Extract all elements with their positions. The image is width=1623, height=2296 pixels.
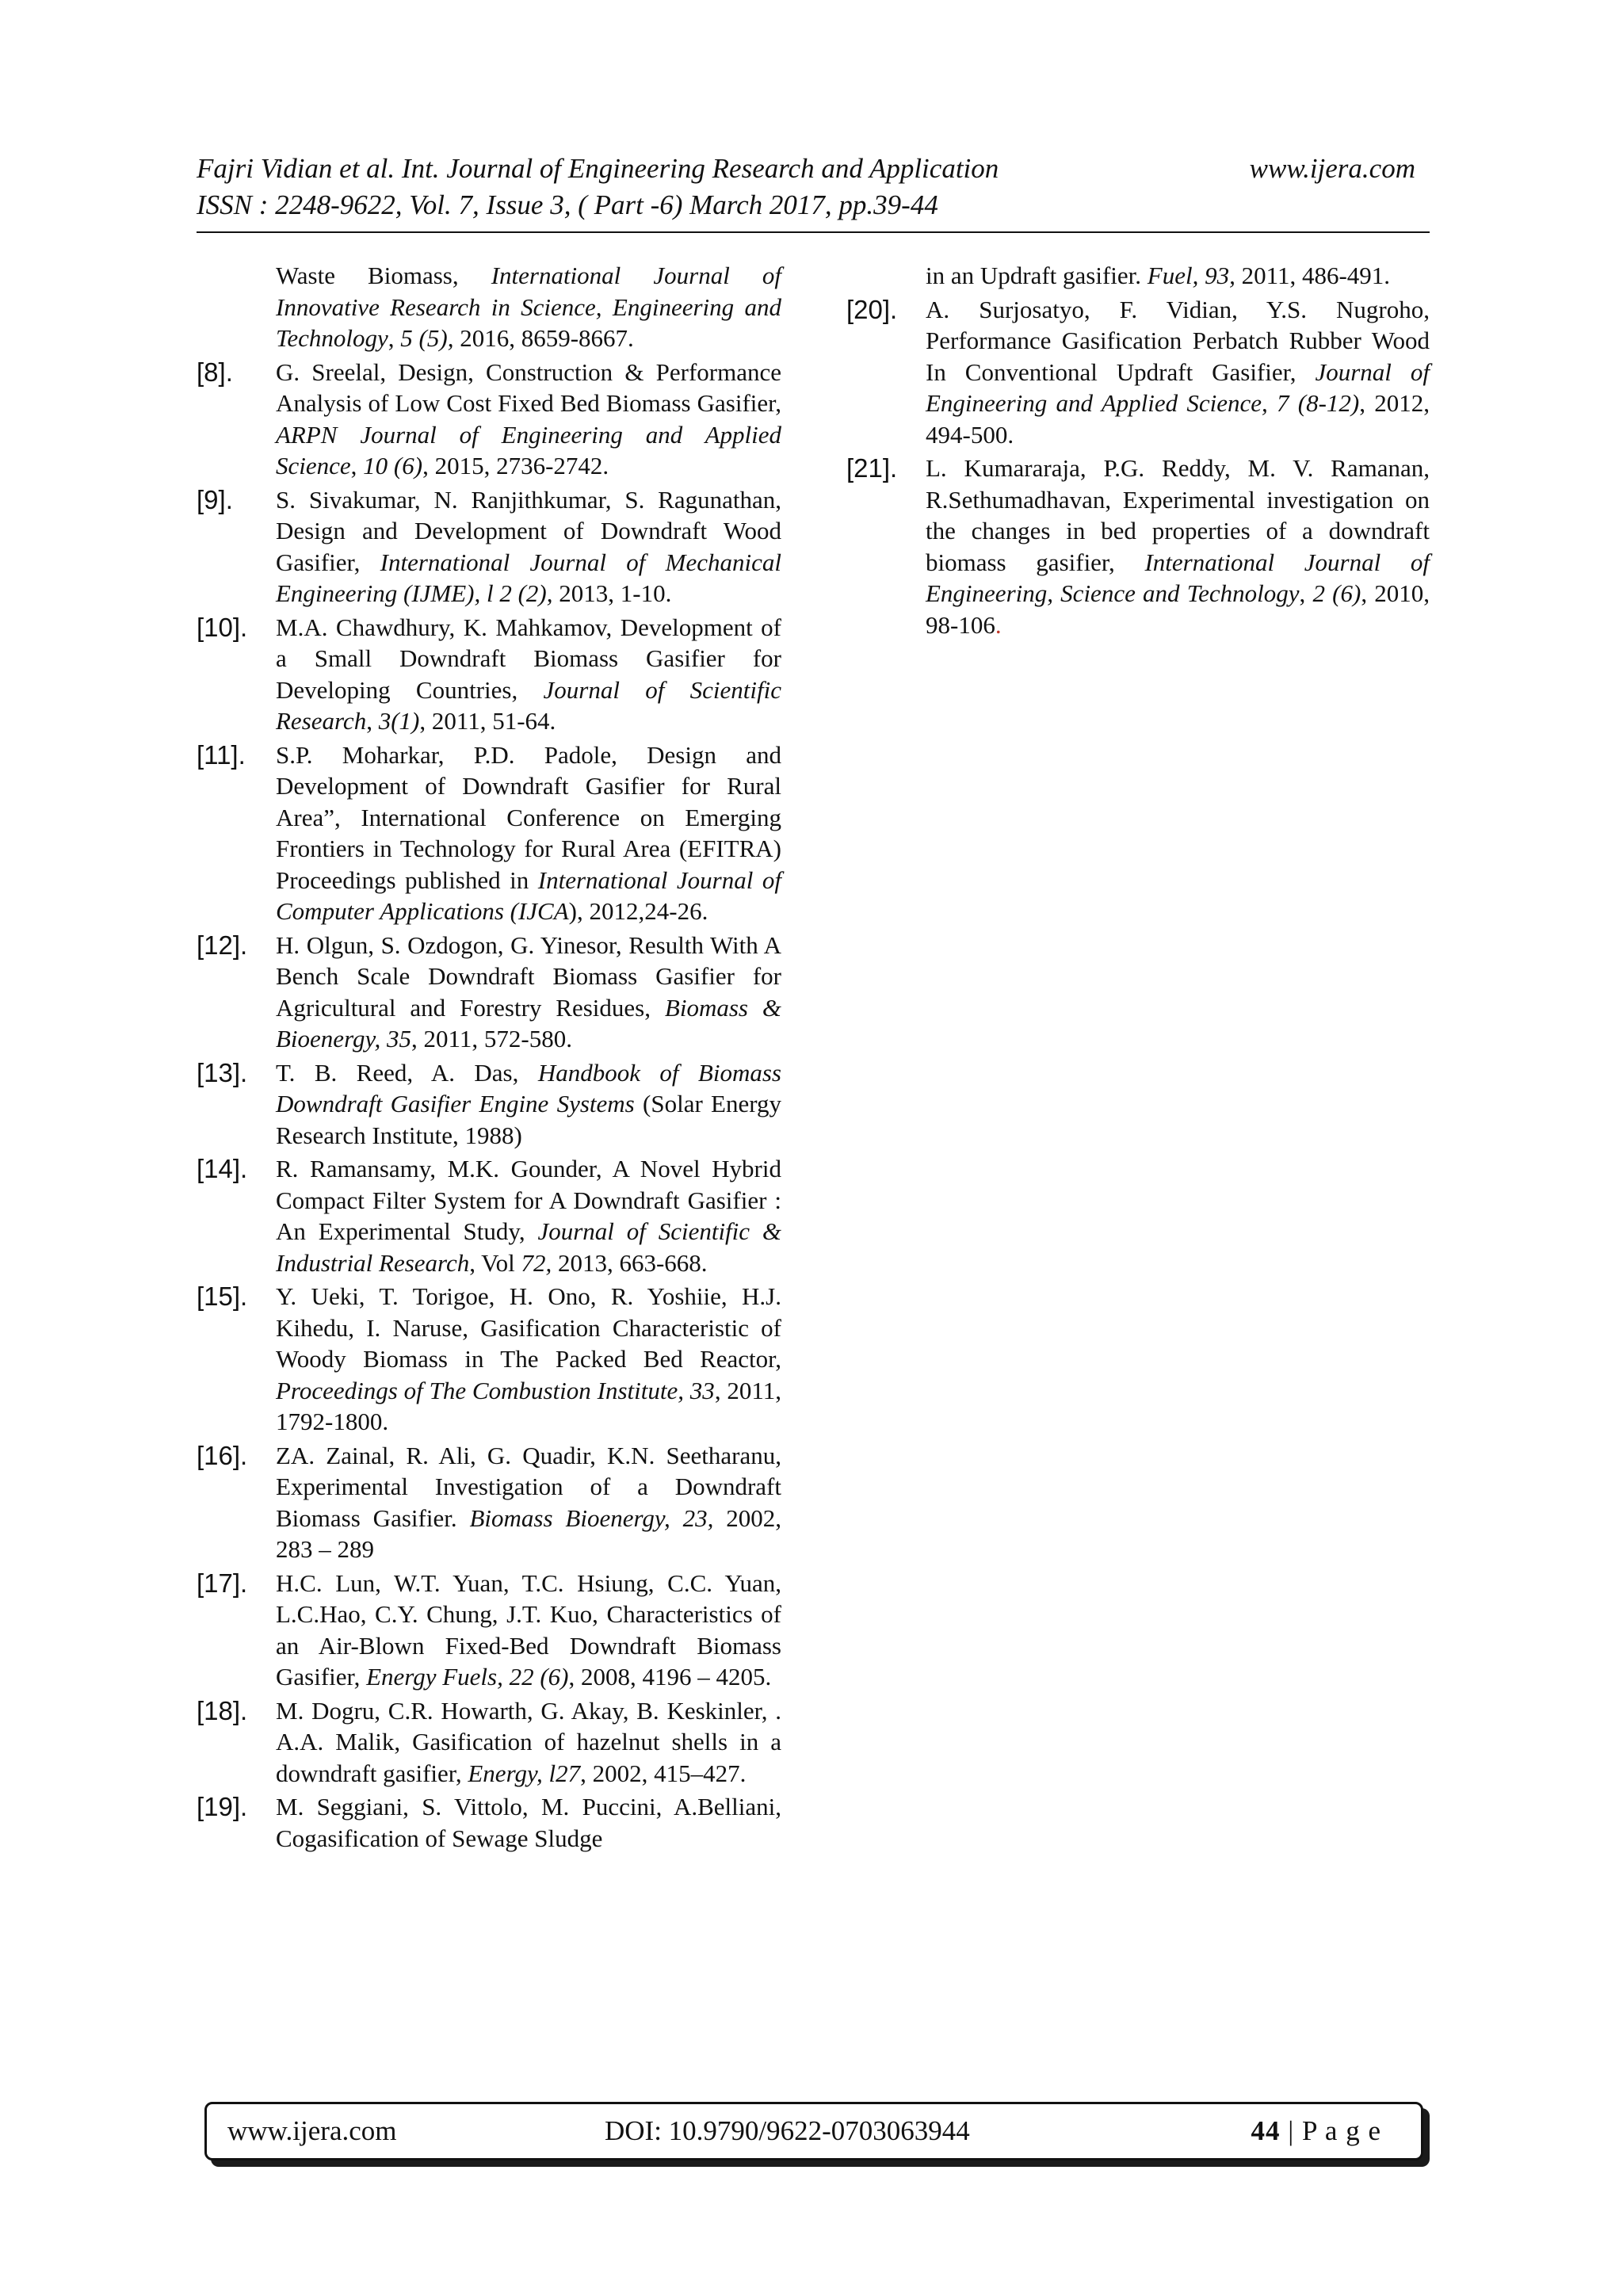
ref-text: , 2011, 1792-1800. — [276, 1376, 781, 1435]
ref-italic-text: Proceedings of The Combustion Institute, 33 — [276, 1376, 715, 1404]
ref-text: , — [350, 452, 364, 479]
reference-continuation — [846, 260, 1430, 292]
ref-italic-text: International Journal of Engineering, Science and Technology — [926, 548, 1430, 607]
ref-italic-text: 3(1) — [378, 707, 420, 735]
ref-text: Y. Ueki, T. Torigoe, H. Ono, R. Yoshiie, H.J. Kihedu, I. Naruse, Gasification Characteristic of Woody Biomass in The Packed Bed Reactor, — [276, 1282, 781, 1373]
reference-item — [197, 1153, 781, 1278]
reference-number: [11]. — [197, 739, 246, 770]
page-footer — [204, 2102, 1423, 2160]
ref-text: , 2008, 4196 – 4205. — [568, 1663, 772, 1690]
reference-item — [197, 484, 781, 609]
ref-text: , — [366, 707, 379, 735]
reference-item — [197, 612, 781, 737]
reference-item — [197, 930, 781, 1055]
ref-text: , 2015, 2736-2742. — [422, 452, 609, 479]
reference-number: [16]. — [197, 1440, 248, 1470]
ref-text: , 2012, 494-500. — [926, 389, 1430, 449]
ref-text: , 2011, 51-64. — [419, 707, 556, 735]
header-line-2 — [197, 187, 1430, 223]
ref-italic-text: 10 (6) — [363, 452, 423, 479]
reference-number: [19]. — [197, 1792, 248, 1821]
ref-italic-text: Energy, l27 — [468, 1759, 581, 1787]
reference-item — [197, 1281, 781, 1438]
ref-text: 2013, 1-10. — [552, 579, 672, 607]
ref-text: H.C. Lun, W.T. Yuan, T.C. Hsiung, C.C. Yuan, L.C.Hao, C.Y. Chung, J.T. Kuo, Characteristics of an Air-Blown Fixed-Bed Downdraft Biomass Gasifier, — [276, 1568, 781, 1690]
page-number-value: 44 — [1251, 2115, 1281, 2146]
header-line-1 — [197, 151, 1430, 187]
running-header — [197, 151, 1430, 223]
footer-website-link[interactable]: www.ijera.com — [227, 2115, 397, 2146]
reference-number: [12]. — [197, 930, 248, 960]
ref-text: ), 2012,24-26. — [568, 897, 708, 925]
ref-text: , Vol — [469, 1248, 521, 1277]
ref-italic-text: Journal of Engineering and Applied Science, 7 (8-12) — [926, 357, 1430, 417]
page-label: | P a g e — [1280, 2115, 1381, 2146]
ref-italic-text: Journal of Scientific & Industrial Research — [276, 1217, 781, 1277]
ref-italic-text: Energy Fuels, 22 (6) — [366, 1663, 569, 1690]
reference-number: [17]. — [197, 1568, 248, 1598]
ref-text: , — [388, 324, 401, 352]
ref-italic-text: 2 (6) — [1312, 579, 1361, 607]
ref-text: , 2002, 415–427. — [580, 1759, 747, 1787]
reference-item — [197, 1695, 781, 1790]
ref-italic-text: Biomass & Bioenergy, 35 — [276, 993, 781, 1052]
ref-italic-text: ARPN Journal of Engineering and Applied Science — [276, 420, 781, 479]
footer-doi: DOI: 10.9790/9622-0703063944 — [605, 2115, 970, 2146]
header-divider — [197, 231, 1430, 233]
ref-text: L. Kumararaja, P.G. Reddy, M. V. Ramanan, R.Sethumadhavan, Experimental investigation on the changes in bed properties of a downdraft biomass gasifier, — [926, 454, 1430, 576]
ref-text: M. Seggiani, S. Vittolo, M. Puccini, A.Belliani, Cogasification of Sewage Sludge — [276, 1793, 781, 1852]
ref-italic-text: Journal of Scientific Research — [276, 675, 782, 735]
ref-text: 2016, 8659-8667. — [453, 324, 634, 352]
ref-text: 2011, 486-491. — [1235, 262, 1391, 289]
references-left-column — [197, 260, 781, 1856]
ref-text: , 2010, 98-106 — [926, 579, 1430, 639]
reference-number: [10]. — [197, 612, 248, 642]
reference-item — [197, 1791, 781, 1854]
reference-number: [8]. — [197, 357, 233, 387]
ref-italic-text: International Journal of Mechanical Engineering (IJME), l 2 (2), — [276, 548, 781, 607]
reference-number: [14]. — [197, 1154, 248, 1183]
ref-text: M.A. Chawdhury, K. Mahkamov, Development of a Small Downdraft Biomass Gasifier for Developing Countries, — [276, 613, 781, 704]
reference-item — [197, 1440, 781, 1565]
ref-italic-text: International Journal of Computer Applications (IJCA — [276, 865, 781, 925]
ref-text: , 2011, 572-580. — [411, 1025, 572, 1052]
reference-number: [15]. — [197, 1282, 248, 1311]
ref-italic-text: 72, — [521, 1248, 552, 1277]
reference-item — [846, 453, 1430, 640]
reference-number: [13]. — [197, 1057, 248, 1087]
journal-citation: Fajri Vidian et al. Int. Journal of Engineering Research and Application — [197, 153, 999, 184]
page-number — [1251, 2104, 1382, 2158]
ref-text: R. Ramansamy, M.K. Gounder, A Novel Hybrid Compact Filter System for A Downdraft Gasifier : An Experimental Study, — [276, 1155, 781, 1245]
ref-text: , — [1299, 579, 1313, 607]
references-right-column — [846, 260, 1430, 643]
ref-text: M. Dogru, C.R. Howarth, G. Akay, B. Keskinler, . A.A. Malik, Gasification of hazelnut shells in a downdraft gasifier, — [276, 1696, 781, 1787]
issn-line: ISSN : 2248-9622, Vol. 7, Issue 3, ( Part -6) March 2017, pp.39-44 — [197, 189, 938, 220]
ref-text: Waste Biomass, — [276, 262, 491, 289]
ref-italic-text: Fuel, 93, — [1147, 262, 1235, 289]
ref-text: A. Surjosatyo, F. Vidian, Y.S. Nugroho, Performance Gasification Perbatch Rubber Wood In Conventional Updraft Gasifier, — [926, 295, 1430, 386]
ref-italic-text: International Journal of Innovative Research in Science, Engineering and Technology — [276, 262, 781, 352]
reference-item — [197, 1057, 781, 1152]
reference-number: [18]. — [197, 1695, 248, 1725]
ref-text: . — [995, 610, 1002, 639]
header-website-link[interactable]: www.ijera.com — [1249, 153, 1415, 184]
ref-text: T. B. Reed, A. Das, — [276, 1058, 538, 1087]
reference-item — [197, 739, 781, 927]
ref-italic-text: 5 (5), — [400, 324, 454, 352]
ref-text: 2013, 663-668. — [552, 1248, 708, 1277]
ref-text: S.P. Moharkar, P.D. Padole, Design and Development of Downdraft Gasifier for Rural Area”, International Conference on Emerging Frontiers in Technology for Rural Area (EFITRA) Proceedings published in — [276, 740, 781, 894]
ref-italic-text: Biomass Bioenergy, 23, — [469, 1503, 714, 1532]
ref-text: ZA. Zainal, R. Ali, G. Quadir, K.N. Seetharanu, Experimental Investigation of a Downdraft Biomass Gasifier. — [276, 1441, 781, 1532]
reference-number: [20]. — [846, 294, 898, 324]
ref-italic-text: Handbook of Biomass Downdraft Gasifier Engine Systems — [276, 1058, 781, 1117]
reference-number: [21]. — [846, 453, 898, 483]
ref-text: H. Olgun, S. Ozdogon, G. Yinesor, Resulth With A Bench Scale Downdraft Biomass Gasifier for Agricultural and Forestry Residues, — [276, 930, 781, 1022]
ref-text: (Solar Energy Research Institute, 1988) — [276, 1090, 782, 1149]
ref-text: 2002, 283 – 289 — [276, 1503, 782, 1563]
reference-continuation — [197, 260, 781, 354]
ref-text: in an Updraft gasifier. — [926, 262, 1148, 289]
reference-item — [197, 357, 781, 482]
reference-number: [9]. — [197, 484, 233, 514]
ref-text: S. Sivakumar, N. Ranjithkumar, S. Ragunathan, Design and Development of Downdraft Wood Gasifier, — [276, 485, 781, 576]
ref-text: G. Sreelal, Design, Construction & Performance Analysis of Low Cost Fixed Bed Biomass Gasifier, — [276, 357, 781, 417]
reference-item — [197, 1568, 781, 1693]
reference-item — [846, 294, 1430, 451]
